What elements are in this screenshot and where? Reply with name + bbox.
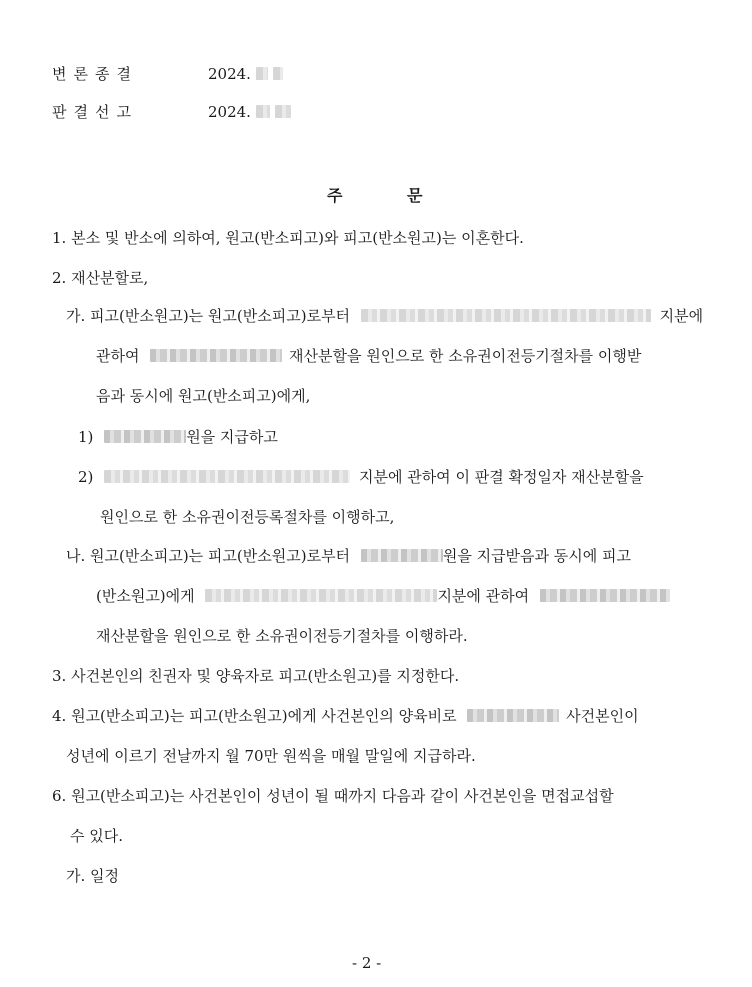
item-2b-line1-pre: 나. 원고(반소피고)는 피고(반소원고)로부터 [66, 547, 351, 565]
item-2a-line2 [96, 346, 641, 366]
item-2a-2-line2: 원인으로 한 소유권이전등록절차를 이행하고, [100, 508, 395, 526]
redacted-mask [205, 589, 437, 602]
item-2a-2 [78, 467, 644, 487]
item-4-line2: 성년에 이르기 전날까지 월 70만 원씩을 매월 말일에 지급하라. [66, 747, 476, 765]
item-2a-2-post: 지분에 관하여 이 판결 확정일자 재산분할을 [358, 468, 644, 486]
item-6-line2: 수 있다. [70, 827, 124, 845]
item-4-line1-post: 사건본인이 [566, 707, 639, 725]
closing-date [208, 64, 283, 84]
ruling-date [208, 102, 291, 122]
redacted-mask [540, 589, 670, 602]
item-2b-line3: 재산분할을 원인으로 한 소유권이전등기절차를 이행하라. [96, 627, 468, 645]
item-3: 3. 사건본인의 친권자 및 양육자로 피고(반소원고)를 지정한다. [52, 667, 460, 685]
redacted-mask [273, 67, 283, 80]
item-1: 1. 본소 및 반소에 의하여, 원고(반소피고)와 피고(반소원고)는 이혼한다. [52, 229, 524, 247]
ruling-date-value: 2024. [208, 103, 251, 121]
item-2a-line2-post: 재산분할을 원인으로 한 소유권이전등기절차를 이행받 [289, 347, 642, 365]
item-4-line1-pre: 4. 원고(반소피고)는 피고(반소원고)에게 사건본인의 양육비로 [52, 707, 457, 725]
redacted-mask [256, 67, 268, 80]
redacted-mask [104, 430, 186, 443]
item-6-line1: 6. 원고(반소피고)는 사건본인이 성년이 될 때까지 다음과 같이 사건본인을 면접교섭할 [52, 787, 614, 805]
item-2a-line2-pre: 관하여 [96, 347, 140, 365]
item-2b-line1 [66, 546, 631, 566]
item-2a-2-num: 2) [78, 468, 94, 486]
item-2b-line1-post: 원을 지급받음과 동시에 피고 [442, 547, 632, 565]
item-2: 2. 재산분할로, [52, 269, 149, 287]
item-6a: 가. 일정 [66, 867, 120, 885]
closing-label: 변론종결 [52, 65, 138, 83]
redacted-mask [467, 709, 559, 722]
redacted-mask [275, 105, 291, 118]
item-2b-line2 [96, 586, 670, 606]
closing-date-value: 2024. [208, 65, 251, 83]
redacted-mask [361, 309, 651, 322]
ruling-label: 판결선고 [52, 103, 138, 121]
item-2b-line2-pre: (반소원고)에게 [96, 587, 195, 605]
item-2a-1-post: 원을 지급하고 [186, 428, 278, 446]
redacted-mask [104, 470, 350, 483]
item-2a-line1-post: 지분에 [659, 307, 704, 325]
item-2a-1 [78, 427, 278, 447]
item-4-line1 [52, 706, 639, 726]
title-right: 문 [407, 186, 423, 205]
item-2a-line1-pre: 가. 피고(반소원고)는 원고(반소피고)로부터 [66, 307, 351, 325]
redacted-mask [150, 349, 282, 362]
item-2a-1-num: 1) [78, 428, 94, 446]
item-2a-line3: 음과 동시에 원고(반소피고)에게, [96, 387, 311, 405]
redacted-mask [361, 549, 443, 562]
page-number: - 2 - [352, 954, 382, 972]
title-left: 주 [327, 186, 343, 205]
item-2a-line1 [66, 306, 703, 326]
item-2b-line2-post: 지분에 관하여 [437, 587, 530, 605]
redacted-mask [256, 105, 270, 118]
